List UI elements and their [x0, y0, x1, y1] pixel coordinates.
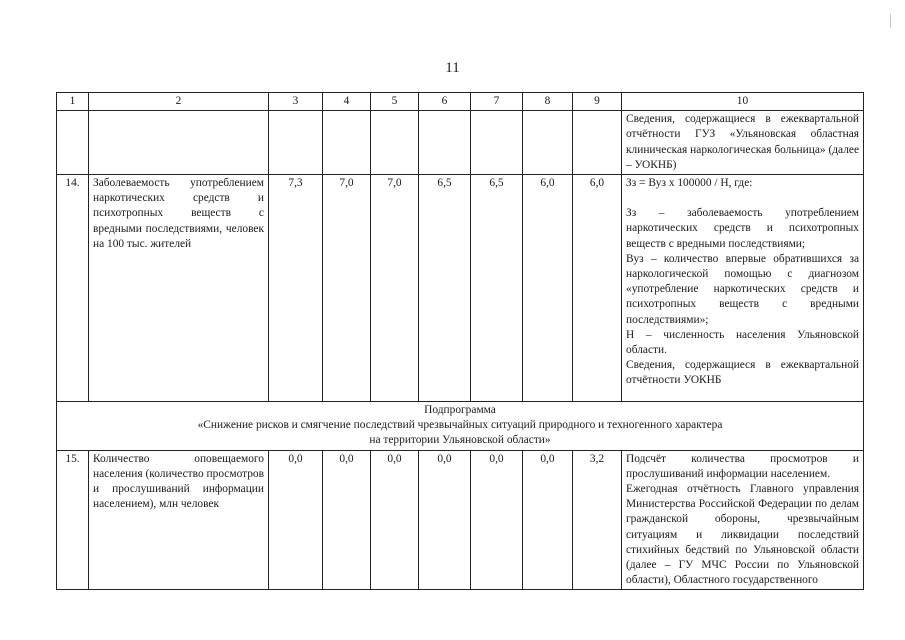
row-14-formula: Зз = Вуз х 100000 / Н, где:	[626, 177, 753, 190]
column-number-row	[57, 93, 864, 111]
row-14-method-line-1: Зз – заболеваемость употреблением наркотических средств и психотропных веществ с вредными последствиями;	[626, 207, 859, 250]
row-14-value-3: 7,0	[371, 175, 419, 402]
col-num-2: 2	[89, 93, 269, 111]
subprogram-title-line-2: на территории Ульяновской области»	[369, 434, 551, 447]
row-14-value-1: 7,3	[269, 175, 323, 402]
row-15-value-1: 0,0	[269, 450, 323, 590]
row-14-value-6: 6,0	[523, 175, 573, 402]
col-num-1: 1	[57, 93, 89, 111]
subprogram-title-line-1: «Снижение рисков и смягчение последствий чрезвычайных ситуаций природного и техногенного характера	[197, 419, 723, 432]
indicator-row-15	[57, 450, 864, 590]
col-num-4: 4	[323, 93, 371, 111]
page-number: 11	[445, 60, 460, 76]
row-14-value-2: 7,0	[323, 175, 371, 402]
row-14-number: 14.	[57, 175, 89, 402]
row-15-method-line-2: Ежегодная отчётность Главного управления Министерства Российской Федерации по делам гражданской обороны, чрезвычайным ситуациям и ликвидации последствий стихийных бедствий по Ульяновской области (далее – ГУ МЧС России по Ульяновской области), Областного государственного	[626, 483, 859, 587]
row-15-value-6: 0,0	[523, 450, 573, 590]
indicators-table	[56, 92, 864, 590]
scan-edge-mark	[884, 14, 891, 28]
row-14-method-line-3: Н – численность населения Ульяновской области.	[626, 328, 859, 357]
row-15-value-5: 0,0	[471, 450, 523, 590]
row-15-value-2: 0,0	[323, 450, 371, 590]
subprogram-label: Подпрограмма	[424, 404, 496, 417]
row-14-method-line-4: Сведения, содержащиеся в ежеквартальной отчётности УОКНБ	[626, 359, 859, 387]
row-14-value-4: 6,5	[419, 175, 471, 402]
col-num-10: 10	[622, 93, 864, 111]
row-14-method-line-2: Вуз – количество впервые обратившихся за наркологической помощью с диагнозом «употребление наркотических средств и психотропных веществ с вредными последствиями»;	[626, 252, 859, 326]
row-15-indicator: Количество оповещаемого населения (количество просмотров и прослушиваний информации населением), млн человек	[89, 450, 269, 590]
col-num-7: 7	[471, 93, 523, 111]
row-15-method	[622, 450, 864, 590]
subprogram-row	[57, 402, 864, 451]
row-15-method-line-1: Подсчёт количества просмотров и прослушиваний информации населением.	[626, 452, 859, 480]
col-num-9: 9	[573, 93, 622, 111]
row-15-value-7: 3,2	[573, 450, 622, 590]
col-num-5: 5	[371, 93, 419, 111]
row-15-value-4: 0,0	[419, 450, 471, 590]
row-14-value-5: 6,5	[471, 175, 523, 402]
row-15-value-3: 0,0	[371, 450, 419, 590]
row-14-method	[622, 175, 864, 402]
col-num-3: 3	[269, 93, 323, 111]
row-14-indicator: Заболеваемость употреблением наркотических средств и психотропных веществ с вредными последствиями, человек на 100 тыс. жителей	[89, 175, 269, 402]
col-num-6: 6	[419, 93, 471, 111]
continuation-row	[57, 111, 864, 175]
row-15-number: 15.	[57, 450, 89, 590]
indicator-row-14	[57, 175, 864, 402]
col-num-8: 8	[523, 93, 573, 111]
row-14-value-7: 6,0	[573, 175, 622, 402]
continuation-source: Сведения, содержащиеся в ежеквартальной отчётности ГУЗ «Ульяновская областная клиническая наркологическая больница» (далее – УОКНБ)	[622, 111, 864, 175]
